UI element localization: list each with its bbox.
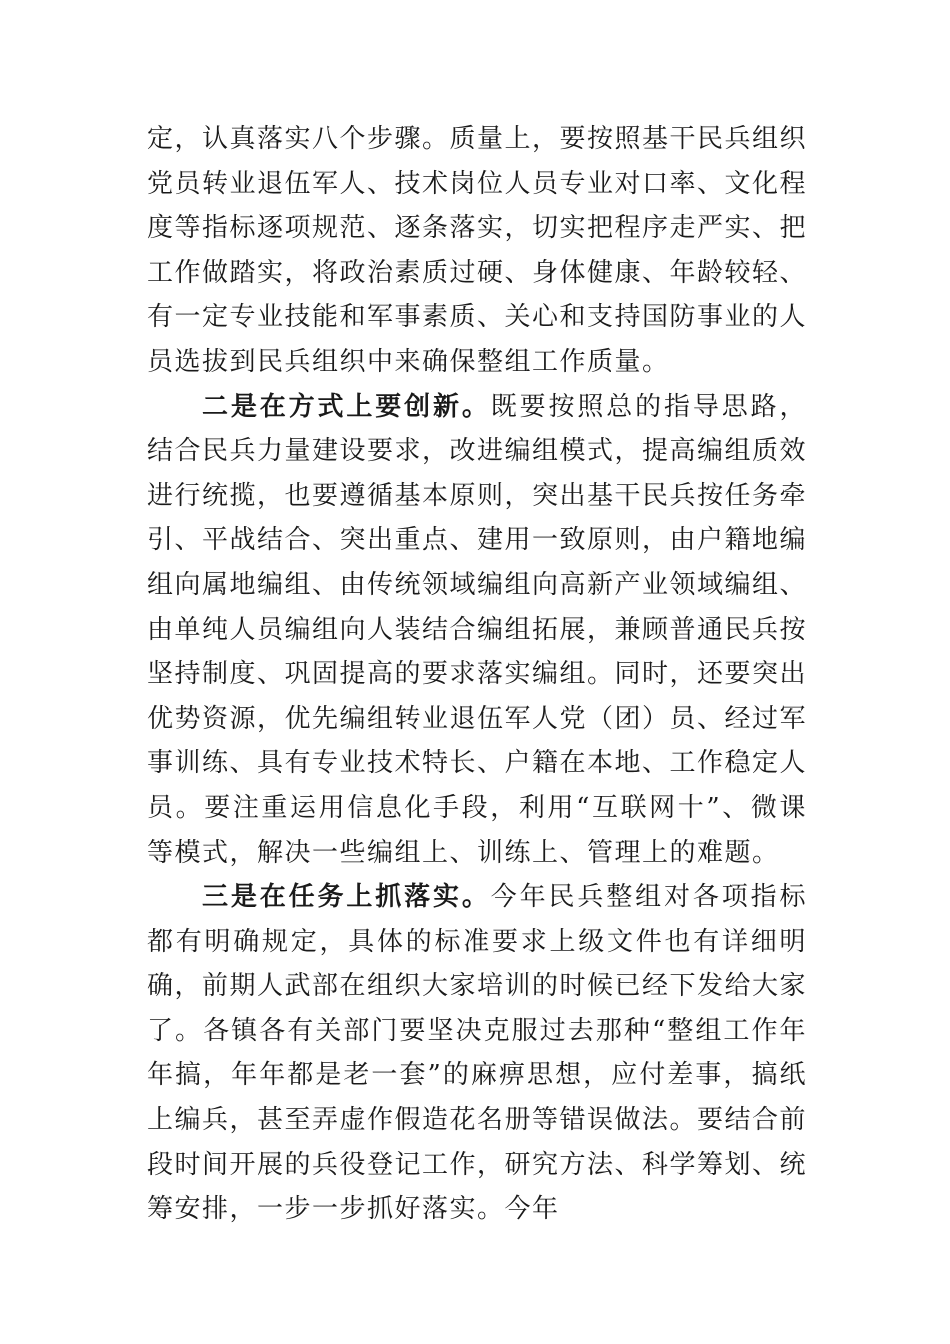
paragraph-2-heading: 二是在方式上要创新。	[202, 391, 491, 422]
paragraph-3-text: 今年民兵整组对各项指标都有明确规定，具体的标准要求上级文件也有详细明确，前期人武部在组织大家培训的时候已经下发给大家了。各镇各有关部门要坚决克服过去那种“整组工作年年搞，年年都是老一套”的麻痹思想，应付差事，搞纸上编兵，甚至弄虚作假造花名册等错误做法。要结合前段时间开展的兵役登记工作，研究方法、科学筹划、统筹安排，一步一步抓好落实。今年	[147, 882, 808, 1225]
paragraph-3	[147, 875, 807, 1232]
paragraph-1-text: 定，认真落实八个步骤。质量上，要按照基干民兵组织党员转业退伍军人、技术岗位人员专业对口率、文化程度等指标逐项规范、逐条落实，切实把程序走严实、把工作做踏实，将政治素质过硬、身体健康、年龄较轻、有一定专业技能和军事素质、关心和支持国防事业的人员选拔到民兵组织中来确保整组工作质量。	[147, 124, 808, 377]
paragraph-3-heading: 三是在任务上抓落实。	[202, 882, 491, 913]
paragraph-2	[147, 385, 807, 876]
paragraph-1	[147, 117, 807, 385]
paragraph-2-text: 既要按照总的指导思路，结合民兵力量建设要求，改进编组模式，提高编组质效进行统揽，也要遵循基本原则，突出基干民兵按任务牵引、平战结合、突出重点、建用一致原则，由户籍地编组向属地编组、由传统领域编组向高新产业领域编组、由单纯人员编组向人装结合编组拓展，兼顾普通民兵按坚持制度、巩固提高的要求落实编组。同时，还要突出优势资源，优先编组转业退伍军人党（团）员、经过军事训练、具有专业技术特长、户籍在本地、工作稳定人员。要注重运用信息化手段，利用“互联网十”、微课等模式，解决一些编组上、训练上、管理上的难题。	[147, 391, 808, 868]
document-body	[147, 117, 807, 1232]
